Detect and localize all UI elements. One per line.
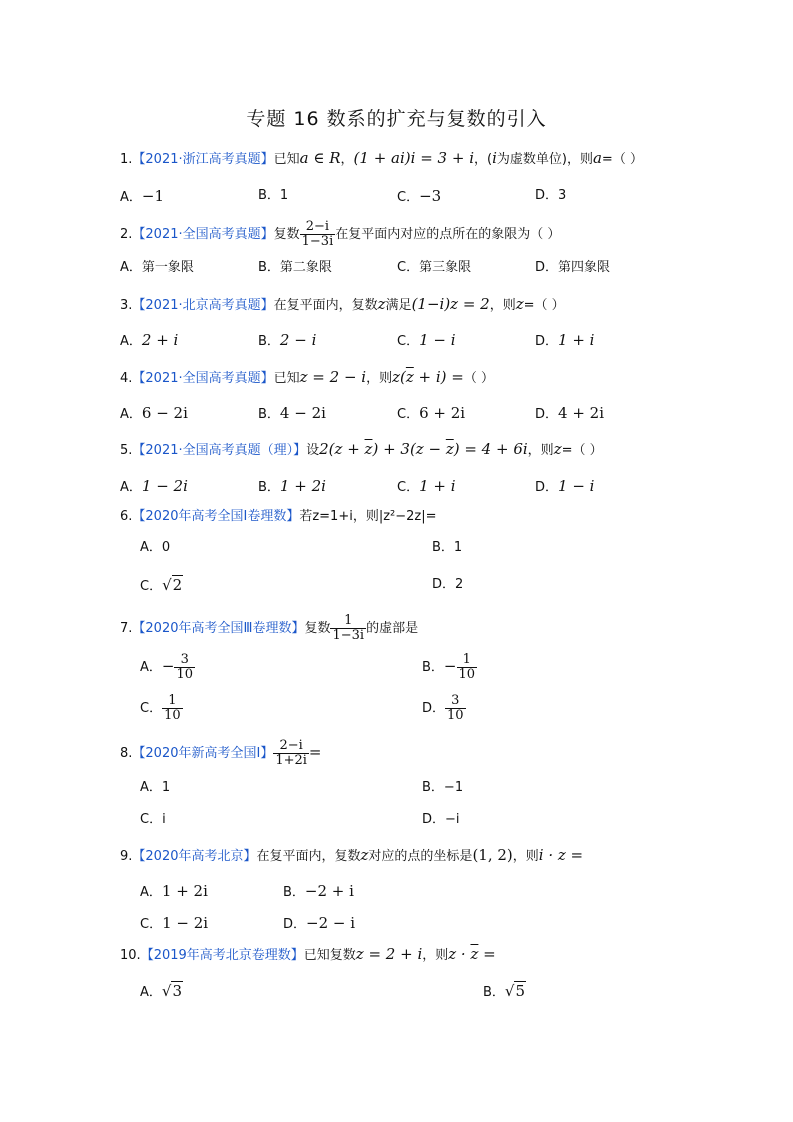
text-fragment: 复数 <box>304 621 331 636</box>
text-fragment: ，则 <box>527 443 554 458</box>
text-fragment: 【2021·北京高考真题】 <box>132 298 274 313</box>
text-fragment: 10 <box>447 708 464 723</box>
fraction <box>330 614 366 643</box>
option-d <box>535 476 594 498</box>
text-fragment: 1−3i <box>301 234 334 249</box>
text-fragment: 1 − 2i <box>162 914 209 932</box>
sqrt-symbol: √5 <box>504 982 526 1000</box>
text-fragment: 已知 <box>273 371 300 386</box>
option-d <box>535 403 604 425</box>
question-4 <box>120 367 494 389</box>
text-fragment: 1 − i <box>558 477 595 495</box>
text-fragment: ，则 <box>422 948 449 963</box>
text-fragment: (1, 2) <box>472 846 513 864</box>
text-fragment: ， <box>340 152 354 167</box>
text-fragment: 在复平面内，复数 <box>273 298 378 313</box>
text-fragment: B． <box>258 407 280 422</box>
text-fragment: 1 <box>457 653 478 668</box>
question-6 <box>120 507 437 527</box>
fraction <box>174 653 195 682</box>
text-fragment: i <box>162 812 166 827</box>
text-fragment: D． <box>535 480 559 495</box>
option-c <box>397 476 456 498</box>
text-fragment: ) = 4 + 6i <box>453 440 528 458</box>
text-fragment: ，则 <box>512 849 539 864</box>
text-fragment: 5 <box>515 982 526 1000</box>
text-fragment: 第三象限 <box>419 260 472 275</box>
text-fragment: C． <box>397 407 420 422</box>
option-a <box>120 186 164 208</box>
text-fragment: 1 + 2i <box>161 882 208 900</box>
text-fragment: (1−i)z = 2 <box>411 295 490 313</box>
text-fragment: A． <box>140 780 162 795</box>
text-fragment: − <box>161 657 175 675</box>
text-fragment: $\overline{z}$ <box>405 368 414 386</box>
text-fragment: z = 2 + i <box>355 945 423 963</box>
text-fragment: 【2020年高考北京】 <box>132 849 257 864</box>
text-fragment: （ ） <box>463 371 495 386</box>
text-fragment: 2 − i <box>279 331 317 349</box>
text-fragment: 3 <box>172 982 183 1000</box>
text-fragment: B． <box>258 188 280 203</box>
option-c <box>397 258 471 278</box>
text-fragment: 1 <box>453 540 463 555</box>
option-b <box>422 778 463 798</box>
text-fragment: A． <box>120 407 142 422</box>
question-2 <box>120 220 560 249</box>
text-fragment: ，则 <box>366 371 393 386</box>
text-fragment: i · z = <box>538 846 584 864</box>
text-fragment: 2 + i <box>141 331 179 349</box>
text-fragment: =（ ） <box>561 443 603 458</box>
text-fragment: 【2020年新高考全国Ⅰ】 <box>132 746 274 761</box>
option-b <box>283 881 354 903</box>
text-fragment: 已知复数 <box>303 948 356 963</box>
option-b <box>258 476 326 498</box>
text-fragment: C． <box>140 812 163 827</box>
question-1 <box>120 148 643 170</box>
page-title: 专题 16 数系的扩充与复数的引入 <box>246 108 547 130</box>
text-fragment: B． <box>432 540 454 555</box>
option-a <box>120 476 188 498</box>
text-fragment: 1 + i <box>558 331 595 349</box>
text-fragment: 1 + 2i <box>279 477 326 495</box>
text-fragment: 1+2i <box>275 753 307 768</box>
text-fragment: 若z=1+i，则|z²−2z|= <box>299 509 437 524</box>
text-fragment: 1 <box>330 614 366 629</box>
text-fragment: 10 <box>458 667 476 682</box>
text-fragment: 6 − 2i <box>141 404 188 422</box>
text-fragment: A． <box>140 985 162 1000</box>
option-d <box>422 694 466 723</box>
text-fragment: 3 <box>445 694 466 709</box>
text-fragment: C． <box>140 917 163 932</box>
text-fragment: z <box>553 440 562 458</box>
text-fragment: A． <box>140 885 162 900</box>
text-fragment: B． <box>483 985 505 1000</box>
question-source: 【2021·浙江高考真题】 <box>132 152 274 167</box>
option-b <box>432 538 462 558</box>
text-fragment: =（ ） <box>601 152 643 167</box>
text-fragment: A． <box>120 260 142 275</box>
text-fragment: 2−i <box>300 220 336 235</box>
text-fragment: i <box>492 149 497 167</box>
text-fragment: A． <box>140 540 162 555</box>
text-fragment: 2 <box>455 577 464 592</box>
text-fragment: −1 <box>443 780 464 795</box>
text-fragment: 【2019年高考北京卷理数】 <box>140 948 304 963</box>
text-fragment: B． <box>422 780 444 795</box>
text-fragment: z <box>515 295 524 313</box>
text-fragment: A． <box>120 190 142 205</box>
text-fragment: −i <box>445 812 460 827</box>
text-fragment: A． <box>140 660 162 675</box>
text-fragment: ，( <box>474 152 493 167</box>
text-fragment: − <box>443 657 457 675</box>
text-fragment: ，则 <box>489 298 516 313</box>
text-fragment: D． <box>422 812 446 827</box>
fraction <box>300 220 336 249</box>
option-b <box>258 330 316 352</box>
option-d <box>432 575 463 595</box>
text-fragment: −2 − i <box>306 914 356 932</box>
text-fragment: D． <box>422 701 446 716</box>
text-fragment: 复数 <box>273 227 300 242</box>
option-a <box>140 778 170 798</box>
text-fragment: −3 <box>419 187 442 205</box>
option-a <box>120 258 194 278</box>
text-fragment: 设 <box>306 443 320 458</box>
text-fragment: 2. <box>120 227 133 242</box>
text-fragment: 8. <box>120 746 133 761</box>
text-fragment: −1 <box>141 187 165 205</box>
text-fragment: 对应的点的坐标是 <box>368 849 473 864</box>
text-fragment: C． <box>397 480 420 495</box>
question-7 <box>120 614 418 643</box>
text-fragment: 10 <box>176 667 194 682</box>
text-fragment: 4 − 2i <box>279 404 326 422</box>
option-c <box>397 186 441 208</box>
option-c <box>397 403 465 425</box>
fraction <box>162 694 183 723</box>
text-fragment: D． <box>535 260 559 275</box>
option-a <box>120 403 188 425</box>
text-fragment: 7. <box>120 621 133 636</box>
text-fragment: 2−i <box>273 739 309 754</box>
text-fragment: 1 + i <box>419 477 456 495</box>
option-c <box>140 810 166 830</box>
text-fragment: D． <box>432 577 456 592</box>
sqrt-symbol: √2 <box>162 576 183 594</box>
option-b <box>422 653 477 682</box>
text-fragment: 为虚数单位)，则 <box>496 152 593 167</box>
text-fragment: 1 <box>162 694 183 709</box>
text-fragment: 10 <box>164 708 181 723</box>
option-b <box>258 258 332 278</box>
text-fragment: C． <box>397 190 420 205</box>
text-fragment: = <box>478 945 496 963</box>
text-fragment: 满足 <box>385 298 412 313</box>
text-fragment: 1 <box>279 188 289 203</box>
text-fragment: D． <box>283 917 307 932</box>
text-fragment: z <box>377 295 386 313</box>
option-a <box>140 881 208 903</box>
text-fragment: =（ ） <box>523 298 565 313</box>
text-fragment: 【2021·全国高考真题（理）】 <box>132 443 307 458</box>
text-fragment: D． <box>535 188 559 203</box>
text-fragment: $\overline{z}$ <box>445 440 454 458</box>
option-b <box>483 981 526 1003</box>
text-fragment: B． <box>422 660 444 675</box>
text-fragment: 【2020年高考全国Ⅲ卷理数】 <box>132 621 305 636</box>
option-a <box>120 330 178 352</box>
text-fragment: ) + 3(z − <box>372 440 446 458</box>
text-fragment: 3 <box>558 188 567 203</box>
text-fragment: 1 − i <box>419 331 456 349</box>
question-10 <box>120 944 496 966</box>
option-d <box>283 913 355 935</box>
text-fragment: $\overline{z}$ <box>364 440 373 458</box>
option-b <box>258 403 326 425</box>
sqrt-symbol: √3 <box>161 982 183 1000</box>
text-fragment: 1 <box>161 780 171 795</box>
text-fragment: C． <box>397 334 420 349</box>
text-fragment: 第二象限 <box>279 260 332 275</box>
text-fragment: 2(z + <box>319 440 365 458</box>
text-fragment: 已知 <box>273 152 300 167</box>
text-fragment: 3 <box>174 653 195 668</box>
fraction <box>457 653 478 682</box>
option-d <box>535 186 566 206</box>
text-fragment: 3. <box>120 298 133 313</box>
question-5 <box>120 439 603 461</box>
text-fragment: D． <box>535 334 559 349</box>
option-a <box>140 653 195 682</box>
option-d <box>422 810 460 830</box>
question-8 <box>120 739 322 768</box>
text-fragment: 在复平面内，复数 <box>256 849 361 864</box>
text-fragment: z · <box>448 945 471 963</box>
text-fragment: 第四象限 <box>558 260 611 275</box>
option-c <box>397 330 456 352</box>
text-fragment: z( <box>392 368 406 386</box>
text-fragment: (1 + ai)i = 3 + i <box>353 149 474 167</box>
text-fragment: A． <box>120 334 142 349</box>
option-a <box>140 981 183 1003</box>
text-fragment: 在复平面内对应的点所在的象限为（ ） <box>335 227 561 242</box>
text-fragment: z <box>360 846 369 864</box>
text-fragment: 的虚部是 <box>366 621 419 636</box>
text-fragment: $\overline{z}$ <box>470 945 479 963</box>
text-fragment: D． <box>535 407 559 422</box>
text-fragment: 2 <box>172 576 183 594</box>
text-fragment: 5. <box>120 443 133 458</box>
text-fragment: C． <box>140 701 163 716</box>
text-fragment: = <box>308 743 322 761</box>
option-c <box>140 694 183 723</box>
text-fragment: 0 <box>161 540 171 555</box>
text-fragment: a <box>592 149 602 167</box>
text-fragment: B． <box>258 260 280 275</box>
option-c <box>140 575 183 597</box>
text-fragment: 9. <box>120 849 133 864</box>
text-fragment: B． <box>258 480 280 495</box>
text-fragment: 【2020年高考全国Ⅰ卷理数】 <box>132 509 300 524</box>
option-d <box>535 258 610 278</box>
text-fragment: B． <box>258 334 280 349</box>
text-fragment: B． <box>283 885 305 900</box>
question-3 <box>120 294 565 316</box>
text-fragment: 4 + 2i <box>558 404 605 422</box>
fraction <box>445 694 466 723</box>
text-fragment: −2 + i <box>304 882 354 900</box>
option-b <box>258 186 288 206</box>
fraction <box>273 739 309 768</box>
question-9 <box>120 845 583 867</box>
text-fragment: C． <box>140 579 163 594</box>
text-fragment: 6 + 2i <box>419 404 466 422</box>
option-d <box>535 330 594 352</box>
text-fragment: A． <box>120 480 142 495</box>
question-number: 1. <box>120 152 133 167</box>
text-fragment: 第一象限 <box>141 260 194 275</box>
text-fragment: 【2021·全国高考真题】 <box>132 371 274 386</box>
text-fragment: z = 2 − i <box>299 368 367 386</box>
text-fragment: 4. <box>120 371 133 386</box>
text-fragment: 【2021·全国高考真题】 <box>132 227 274 242</box>
option-c <box>140 913 208 935</box>
text-fragment: + i) = <box>413 368 464 386</box>
option-a <box>140 538 170 558</box>
text-fragment: 1 − 2i <box>141 477 188 495</box>
text-fragment: C． <box>397 260 420 275</box>
text-fragment: 6. <box>120 509 133 524</box>
text-fragment: 1−3i <box>332 628 365 643</box>
text-fragment: a ∈ R <box>299 149 341 167</box>
text-fragment: 10. <box>120 948 141 963</box>
